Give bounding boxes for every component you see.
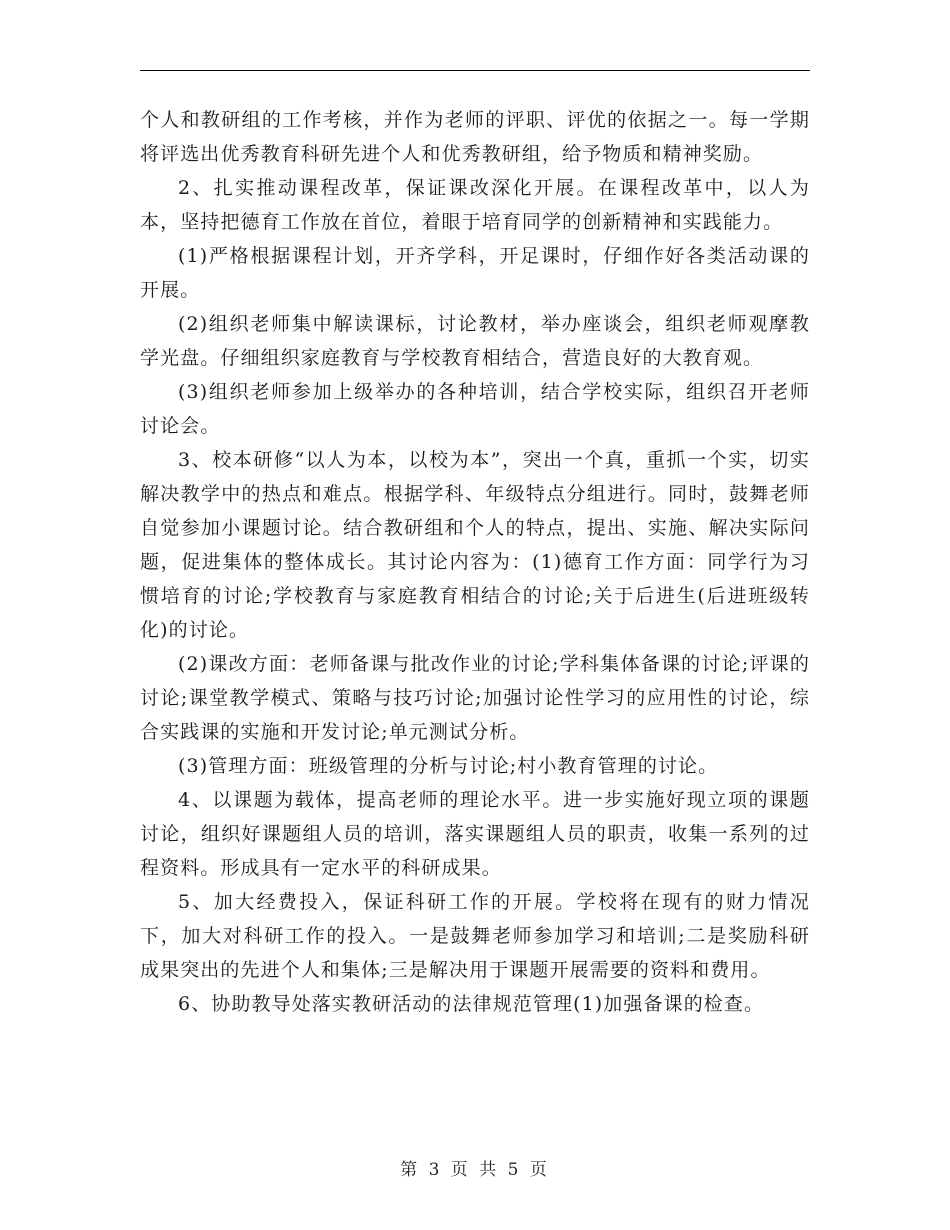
paragraph-11: 6、协助教导处落实教研活动的法律规范管理(1)加强备课的检查。 [178,993,765,1015]
paragraph-9: 4、以课题为载体，提高老师的理论水平。进一步实施好现立项的课题讨论，组织好课题组人员的培训，落实课题组人员的职责，收集一系列的过程资料。形成具有一定水平的科研成果。 [140,789,810,879]
paragraph-3: (1)严格根据课程计划，开齐学科，开足课时，仔细作好各类活动课的开展。 [140,245,810,301]
paragraph-4: (2)组织老师集中解读课标，讨论教材，举办座谈会，组织老师观摩教学光盘。仔细组织家庭教育与学校教育相结合，营造良好的大教育观。 [140,313,810,369]
paragraph-6: 3、校本研修“以人为本，以校为本”，突出一个真，重抓一个实，切实解决教学中的热点和难点。根据学科、年级特点分组进行。同时，鼓舞老师自觉参加小课题讨论。结合教研组和个人的特点，提出、实施、解决实际问题，促进集体的整体成长。其讨论内容为：(1)德育工作方面：同学行为习惯培育的讨论;学校教育与家庭教育相结合的讨论;关于后进生(后进班级转化)的讨论。 [140,449,810,641]
page-number-footer: 第 3 页 共 5 页 [400,1160,550,1180]
paragraph-2: 2、扎实推动课程改革，保证课改深化开展。在课程改革中，以人为本，坚持把德育工作放在首位，着眼于培育同学的创新精神和实践能力。 [140,177,810,233]
paragraph-8: (3)管理方面：班级管理的分析与讨论;村小教育管理的讨论。 [178,755,719,777]
header-rule [140,70,810,71]
document-body [140,103,810,1021]
paragraph-7: (2)课改方面：老师备课与批改作业的讨论;学科集体备课的讨论;评课的讨论;课堂教学模式、策略与技巧讨论;加强讨论性学习的应用性的讨论，综合实践课的实施和开发讨论;单元测试分析。 [140,653,810,743]
paragraph-10: 5、加大经费投入，保证科研工作的开展。学校将在现有的财力情况下，加大对科研工作的投入。一是鼓舞老师参加学习和培训;二是奖励科研成果突出的先进个人和集体;三是解决用于课题开展需要的资料和费用。 [140,891,810,981]
paragraph-5: (3)组织老师参加上级举办的各种培训，结合学校实际，组织召开老师讨论会。 [140,381,810,437]
paragraph-1: 个人和教研组的工作考核，并作为老师的评职、评优的依据之一。每一学期将评选出优秀教育科研先进个人和优秀教研组，给予物质和精神奖励。 [140,109,810,165]
